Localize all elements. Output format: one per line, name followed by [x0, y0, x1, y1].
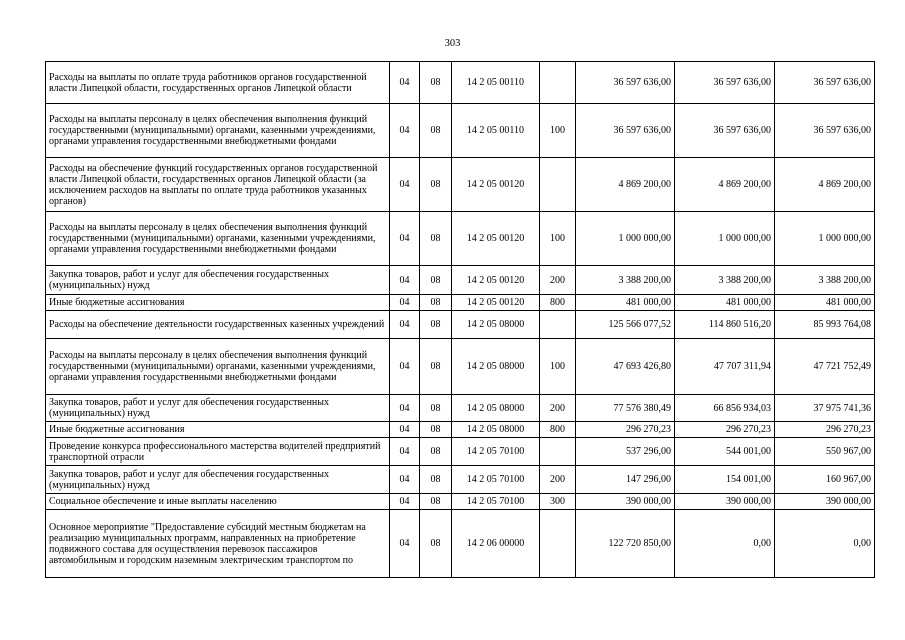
- amount-year3-cell: 550 967,00: [775, 438, 875, 466]
- expense-name-cell: Закупка товаров, работ и услуг для обеспечения государственных (муниципальных) нужд: [46, 395, 390, 422]
- amount-year2-cell: 0,00: [675, 510, 775, 578]
- expense-name-cell: Закупка товаров, работ и услуг для обеспечения государственных (муниципальных) нужд: [46, 466, 390, 494]
- amount-year1-cell: 1 000 000,00: [576, 212, 675, 266]
- expense-name-cell: Закупка товаров, работ и услуг для обеспечения государственных (муниципальных) нужд: [46, 266, 390, 295]
- target-article-cell: 14 2 05 08000: [452, 422, 540, 438]
- subsection-code-cell: 08: [420, 212, 452, 266]
- expense-type-cell: [540, 158, 576, 212]
- section-code-cell: 04: [390, 311, 420, 339]
- amount-year3-cell: 0,00: [775, 510, 875, 578]
- amount-year3-cell: 36 597 636,00: [775, 62, 875, 104]
- amount-year3-cell: 160 967,00: [775, 466, 875, 494]
- amount-year3-cell: 85 993 764,08: [775, 311, 875, 339]
- expense-type-cell: 100: [540, 339, 576, 395]
- expense-type-cell: 200: [540, 395, 576, 422]
- expense-name-cell: Иные бюджетные ассигнования: [46, 422, 390, 438]
- amount-year3-cell: 481 000,00: [775, 295, 875, 311]
- amount-year2-cell: 481 000,00: [675, 295, 775, 311]
- amount-year2-cell: 66 856 934,03: [675, 395, 775, 422]
- amount-year1-cell: 481 000,00: [576, 295, 675, 311]
- section-code-cell: 04: [390, 104, 420, 158]
- expense-type-cell: [540, 438, 576, 466]
- amount-year1-cell: 3 388 200,00: [576, 266, 675, 295]
- expense-type-cell: [540, 62, 576, 104]
- subsection-code-cell: 08: [420, 158, 452, 212]
- table-row: [46, 212, 875, 266]
- table-row: [46, 266, 875, 295]
- amount-year2-cell: 1 000 000,00: [675, 212, 775, 266]
- target-article-cell: 14 2 05 08000: [452, 311, 540, 339]
- table-row: [46, 295, 875, 311]
- amount-year1-cell: 36 597 636,00: [576, 62, 675, 104]
- expense-name-cell: Расходы на обеспечение функций государственных органов государственной власти Липецкой области, государственных органов Липецкой области (за исключением расходов на выплаты по оплате труда работников указанных органов): [46, 158, 390, 212]
- table-row: [46, 339, 875, 395]
- table-row: [46, 395, 875, 422]
- subsection-code-cell: 08: [420, 438, 452, 466]
- amount-year1-cell: 4 869 200,00: [576, 158, 675, 212]
- subsection-code-cell: 08: [420, 339, 452, 395]
- table-row: [46, 104, 875, 158]
- subsection-code-cell: 08: [420, 295, 452, 311]
- amount-year1-cell: 537 296,00: [576, 438, 675, 466]
- section-code-cell: 04: [390, 466, 420, 494]
- amount-year2-cell: 4 869 200,00: [675, 158, 775, 212]
- budget-table-body: [46, 62, 875, 578]
- expense-type-cell: 100: [540, 104, 576, 158]
- subsection-code-cell: 08: [420, 62, 452, 104]
- table-row: [46, 466, 875, 494]
- section-code-cell: 04: [390, 62, 420, 104]
- expense-type-cell: [540, 311, 576, 339]
- table-row: [46, 62, 875, 104]
- section-code-cell: 04: [390, 422, 420, 438]
- amount-year1-cell: 125 566 077,52: [576, 311, 675, 339]
- table-row: [46, 494, 875, 510]
- table-row: [46, 158, 875, 212]
- target-article-cell: 14 2 05 00120: [452, 212, 540, 266]
- section-code-cell: 04: [390, 438, 420, 466]
- amount-year3-cell: 3 388 200,00: [775, 266, 875, 295]
- subsection-code-cell: 08: [420, 494, 452, 510]
- table-row: [46, 510, 875, 578]
- section-code-cell: 04: [390, 158, 420, 212]
- amount-year3-cell: 4 869 200,00: [775, 158, 875, 212]
- amount-year3-cell: 390 000,00: [775, 494, 875, 510]
- expense-name-cell: Расходы на обеспечение деятельности государственных казенных учреждений: [46, 311, 390, 339]
- section-code-cell: 04: [390, 395, 420, 422]
- section-code-cell: 04: [390, 494, 420, 510]
- amount-year3-cell: 36 597 636,00: [775, 104, 875, 158]
- expense-name-cell: Расходы на выплаты персоналу в целях обеспечения выполнения функций государственными (муниципальными) органами, казенными учреждениями, органами управления государственными внебюджетными фондами: [46, 212, 390, 266]
- amount-year2-cell: 36 597 636,00: [675, 104, 775, 158]
- expense-name-cell: Расходы на выплаты персоналу в целях обеспечения выполнения функций государственными (муниципальными) органами, казенными учреждениями, органами управления государственными внебюджетными фондами: [46, 339, 390, 395]
- target-article-cell: 14 2 05 70100: [452, 494, 540, 510]
- expense-type-cell: 800: [540, 422, 576, 438]
- section-code-cell: 04: [390, 212, 420, 266]
- expense-type-cell: 200: [540, 266, 576, 295]
- amount-year1-cell: 47 693 426,80: [576, 339, 675, 395]
- target-article-cell: 14 2 05 00120: [452, 266, 540, 295]
- table-row: [46, 311, 875, 339]
- amount-year2-cell: 36 597 636,00: [675, 62, 775, 104]
- amount-year1-cell: 36 597 636,00: [576, 104, 675, 158]
- target-article-cell: 14 2 05 70100: [452, 438, 540, 466]
- amount-year1-cell: 122 720 850,00: [576, 510, 675, 578]
- subsection-code-cell: 08: [420, 510, 452, 578]
- expense-type-cell: 100: [540, 212, 576, 266]
- amount-year2-cell: 544 001,00: [675, 438, 775, 466]
- expense-type-cell: [540, 510, 576, 578]
- amount-year3-cell: 47 721 752,49: [775, 339, 875, 395]
- amount-year1-cell: 77 576 380,49: [576, 395, 675, 422]
- target-article-cell: 14 2 05 08000: [452, 339, 540, 395]
- subsection-code-cell: 08: [420, 266, 452, 295]
- subsection-code-cell: 08: [420, 422, 452, 438]
- amount-year2-cell: 390 000,00: [675, 494, 775, 510]
- expense-type-cell: 200: [540, 466, 576, 494]
- amount-year3-cell: 1 000 000,00: [775, 212, 875, 266]
- amount-year2-cell: 114 860 516,20: [675, 311, 775, 339]
- amount-year1-cell: 147 296,00: [576, 466, 675, 494]
- subsection-code-cell: 08: [420, 104, 452, 158]
- amount-year3-cell: 37 975 741,36: [775, 395, 875, 422]
- amount-year3-cell: 296 270,23: [775, 422, 875, 438]
- target-article-cell: 14 2 05 08000: [452, 395, 540, 422]
- expense-name-cell: Расходы на выплаты персоналу в целях обеспечения выполнения функций государственными (муниципальными) органами, казенными учреждениями, органами управления государственными внебюджетными фондами: [46, 104, 390, 158]
- section-code-cell: 04: [390, 295, 420, 311]
- target-article-cell: 14 2 06 00000: [452, 510, 540, 578]
- table-row: [46, 438, 875, 466]
- subsection-code-cell: 08: [420, 395, 452, 422]
- expense-name-cell: Иные бюджетные ассигнования: [46, 295, 390, 311]
- target-article-cell: 14 2 05 70100: [452, 466, 540, 494]
- section-code-cell: 04: [390, 339, 420, 395]
- target-article-cell: 14 2 05 00110: [452, 104, 540, 158]
- amount-year2-cell: 154 001,00: [675, 466, 775, 494]
- section-code-cell: 04: [390, 266, 420, 295]
- amount-year1-cell: 296 270,23: [576, 422, 675, 438]
- amount-year1-cell: 390 000,00: [576, 494, 675, 510]
- amount-year2-cell: 47 707 311,94: [675, 339, 775, 395]
- expense-name-cell: Расходы на выплаты по оплате труда работников органов государственной власти Липецкой области, государственных органов Липецкой области: [46, 62, 390, 104]
- amount-year2-cell: 3 388 200,00: [675, 266, 775, 295]
- expense-name-cell: Проведение конкурса профессионального мастерства водителей предприятий транспортной отрасли: [46, 438, 390, 466]
- target-article-cell: 14 2 05 00110: [452, 62, 540, 104]
- target-article-cell: 14 2 05 00120: [452, 295, 540, 311]
- page-number: 303: [444, 38, 461, 49]
- amount-year2-cell: 296 270,23: [675, 422, 775, 438]
- expense-name-cell: Социальное обеспечение и иные выплаты населению: [46, 494, 390, 510]
- budget-table: [45, 61, 875, 578]
- table-row: [46, 422, 875, 438]
- subsection-code-cell: 08: [420, 311, 452, 339]
- expense-type-cell: 300: [540, 494, 576, 510]
- subsection-code-cell: 08: [420, 466, 452, 494]
- target-article-cell: 14 2 05 00120: [452, 158, 540, 212]
- expense-type-cell: 800: [540, 295, 576, 311]
- section-code-cell: 04: [390, 510, 420, 578]
- expense-name-cell: Основное мероприятие "Предоставление субсидий местным бюджетам на реализацию муниципальных программ, направленных на приобретение подвижного состава для осуществления перевозок пассажиров автомобильным и городским наземным электрическим транспортом по: [46, 510, 390, 578]
